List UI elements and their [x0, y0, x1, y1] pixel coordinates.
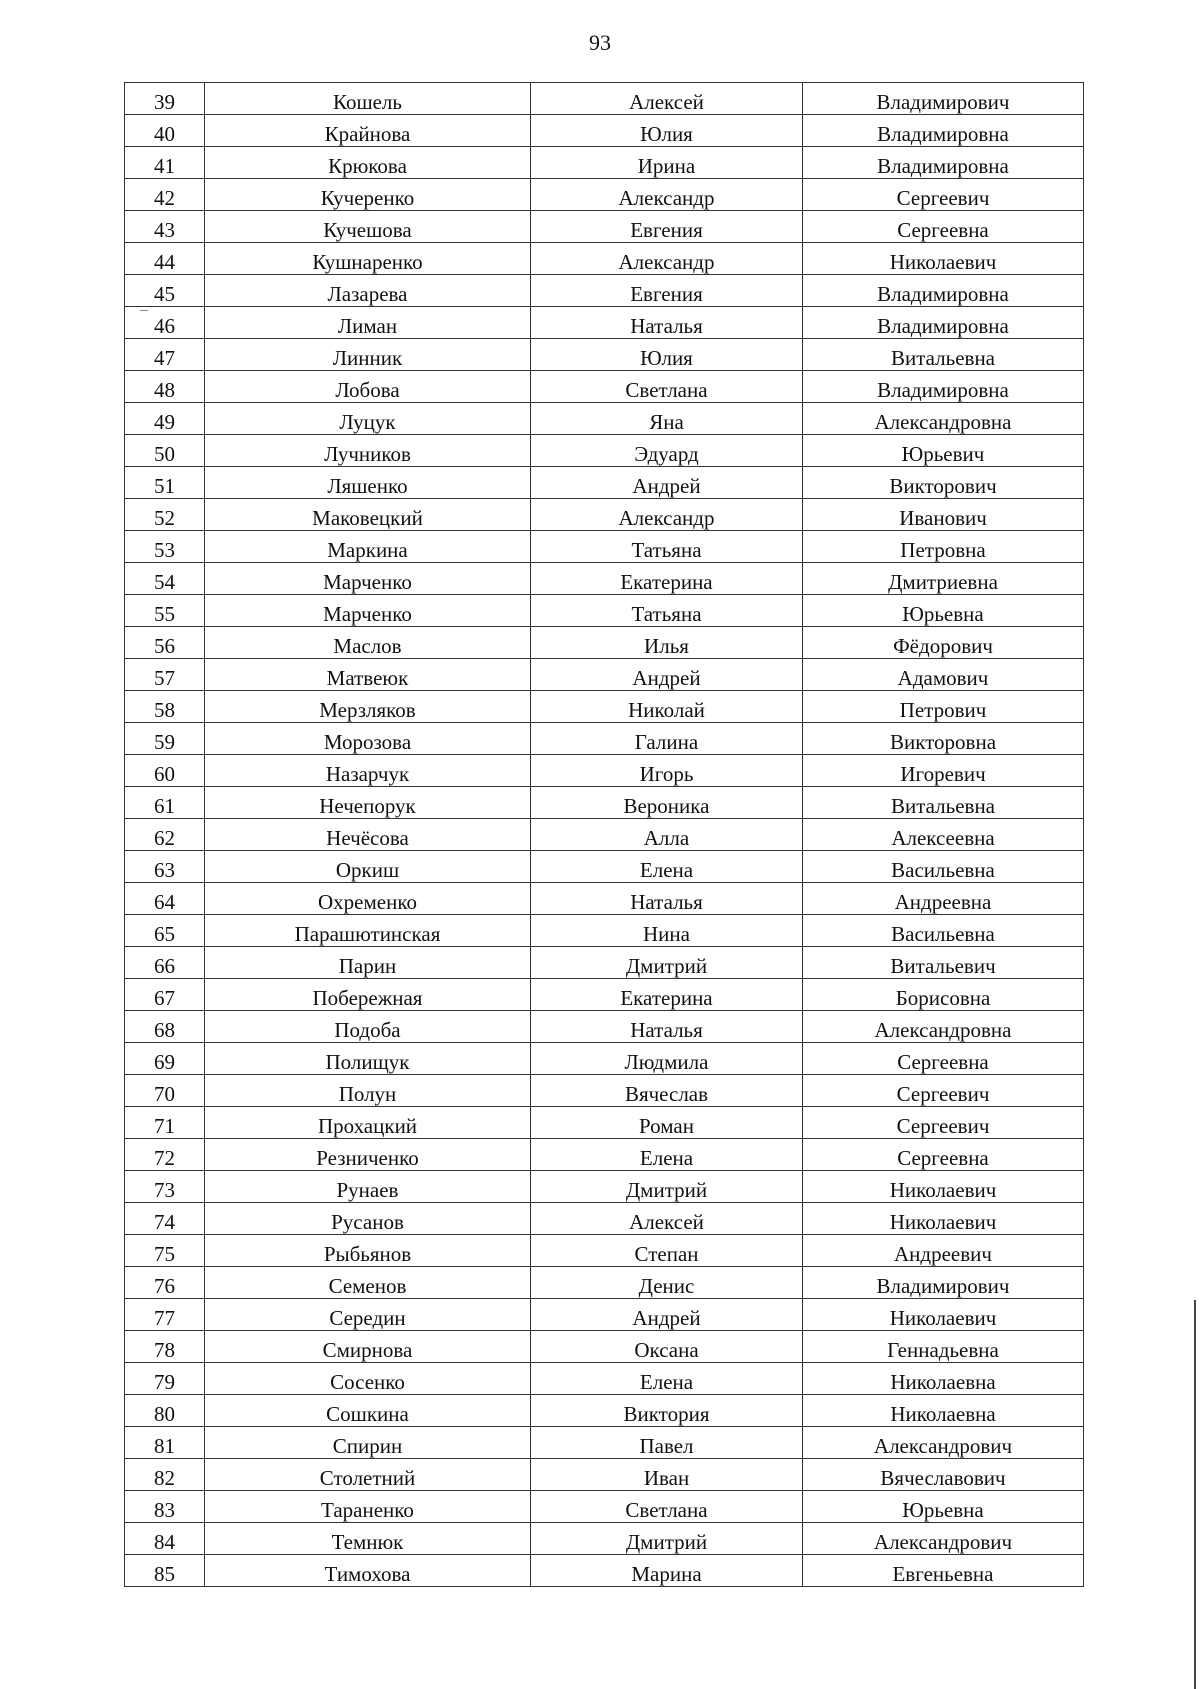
- patronymic-cell: Дмитриевна: [803, 563, 1084, 595]
- last-name-cell: Оркиш: [205, 851, 531, 883]
- table-row: [125, 883, 1084, 915]
- patronymic-cell: Николаевич: [803, 1299, 1084, 1331]
- patronymic-cell: Николаевич: [803, 243, 1084, 275]
- patronymic-cell: Вячеславович: [803, 1459, 1084, 1491]
- row-number-cell: 70: [125, 1075, 205, 1107]
- table-row: [125, 851, 1084, 883]
- row-number-cell: 63: [125, 851, 205, 883]
- table-row: [125, 1491, 1084, 1523]
- last-name-cell: Лиман: [205, 307, 531, 339]
- first-name-cell: Яна: [531, 403, 803, 435]
- table-row: [125, 1555, 1084, 1587]
- row-number-cell: 62: [125, 819, 205, 851]
- last-name-cell: Сосенко: [205, 1363, 531, 1395]
- row-number-cell: 50: [125, 435, 205, 467]
- row-number-cell: 83: [125, 1491, 205, 1523]
- patronymic-cell: Сергеевна: [803, 211, 1084, 243]
- table-row: [125, 115, 1084, 147]
- row-number-cell: 52: [125, 499, 205, 531]
- first-name-cell: Светлана: [531, 1491, 803, 1523]
- patronymic-cell: Владимировна: [803, 115, 1084, 147]
- patronymic-cell: Александровна: [803, 1011, 1084, 1043]
- table-row: [125, 1267, 1084, 1299]
- first-name-cell: Александр: [531, 499, 803, 531]
- row-number-cell: 55: [125, 595, 205, 627]
- table-row: [125, 243, 1084, 275]
- patronymic-cell: Иванович: [803, 499, 1084, 531]
- last-name-cell: Смирнова: [205, 1331, 531, 1363]
- last-name-cell: Крюкова: [205, 147, 531, 179]
- last-name-cell: Кошель: [205, 83, 531, 115]
- row-number-cell: 71: [125, 1107, 205, 1139]
- patronymic-cell: Фёдорович: [803, 627, 1084, 659]
- last-name-cell: Парашютинская: [205, 915, 531, 947]
- row-number-cell: 44: [125, 243, 205, 275]
- table-row: [125, 275, 1084, 307]
- first-name-cell: Андрей: [531, 659, 803, 691]
- patronymic-cell: Владимировна: [803, 307, 1084, 339]
- first-name-cell: Александр: [531, 179, 803, 211]
- first-name-cell: Евгения: [531, 275, 803, 307]
- last-name-cell: Назарчук: [205, 755, 531, 787]
- table-row: [125, 1363, 1084, 1395]
- roster-table: [124, 82, 1084, 1587]
- row-number-cell: 80: [125, 1395, 205, 1427]
- last-name-cell: Кушнаренко: [205, 243, 531, 275]
- first-name-cell: Елена: [531, 1139, 803, 1171]
- last-name-cell: Маковецкий: [205, 499, 531, 531]
- patronymic-cell: Васильевна: [803, 851, 1084, 883]
- table-row: [125, 403, 1084, 435]
- first-name-cell: Татьяна: [531, 595, 803, 627]
- patronymic-cell: Петровна: [803, 531, 1084, 563]
- first-name-cell: Илья: [531, 627, 803, 659]
- last-name-cell: Побережная: [205, 979, 531, 1011]
- first-name-cell: Юлия: [531, 339, 803, 371]
- last-name-cell: Крайнова: [205, 115, 531, 147]
- table-row: [125, 83, 1084, 115]
- patronymic-cell: Николаевич: [803, 1203, 1084, 1235]
- row-number-cell: 64: [125, 883, 205, 915]
- table-row: [125, 1427, 1084, 1459]
- patronymic-cell: Андреевич: [803, 1235, 1084, 1267]
- row-number-cell: 51: [125, 467, 205, 499]
- table-row: [125, 947, 1084, 979]
- last-name-cell: Лобова: [205, 371, 531, 403]
- last-name-cell: Нечепорук: [205, 787, 531, 819]
- first-name-cell: Вячеслав: [531, 1075, 803, 1107]
- page-number: 93: [589, 30, 611, 55]
- table-row: [125, 179, 1084, 211]
- patronymic-cell: Сергеевич: [803, 179, 1084, 211]
- patronymic-cell: Николаевич: [803, 1171, 1084, 1203]
- table-row: [125, 915, 1084, 947]
- first-name-cell: Людмила: [531, 1043, 803, 1075]
- first-name-cell: Андрей: [531, 467, 803, 499]
- row-number-cell: 61: [125, 787, 205, 819]
- last-name-cell: Маслов: [205, 627, 531, 659]
- first-name-cell: Иван: [531, 1459, 803, 1491]
- first-name-cell: Евгения: [531, 211, 803, 243]
- first-name-cell: Татьяна: [531, 531, 803, 563]
- table-row: [125, 787, 1084, 819]
- row-number-cell: 43: [125, 211, 205, 243]
- last-name-cell: Темнюк: [205, 1523, 531, 1555]
- row-number-cell: 48: [125, 371, 205, 403]
- row-number-cell: 66: [125, 947, 205, 979]
- patronymic-cell: Васильевна: [803, 915, 1084, 947]
- table-row: [125, 531, 1084, 563]
- patronymic-cell: Евгеньевна: [803, 1555, 1084, 1587]
- patronymic-cell: Сергеевна: [803, 1043, 1084, 1075]
- first-name-cell: Виктория: [531, 1395, 803, 1427]
- row-number-cell: 49: [125, 403, 205, 435]
- first-name-cell: Вероника: [531, 787, 803, 819]
- first-name-cell: Наталья: [531, 307, 803, 339]
- table-row: [125, 467, 1084, 499]
- patronymic-cell: Юрьевна: [803, 1491, 1084, 1523]
- last-name-cell: Рыбьянов: [205, 1235, 531, 1267]
- patronymic-cell: Николаевна: [803, 1395, 1084, 1427]
- row-number-cell: 81: [125, 1427, 205, 1459]
- table-row: [125, 819, 1084, 851]
- last-name-cell: Сошкина: [205, 1395, 531, 1427]
- row-number-cell: 65: [125, 915, 205, 947]
- row-number-cell: 47: [125, 339, 205, 371]
- patronymic-cell: Владимировна: [803, 147, 1084, 179]
- last-name-cell: Подоба: [205, 1011, 531, 1043]
- first-name-cell: Александр: [531, 243, 803, 275]
- last-name-cell: Тараненко: [205, 1491, 531, 1523]
- table-row: [125, 1075, 1084, 1107]
- first-name-cell: Эдуард: [531, 435, 803, 467]
- last-name-cell: Мерзляков: [205, 691, 531, 723]
- first-name-cell: Елена: [531, 1363, 803, 1395]
- patronymic-cell: Адамович: [803, 659, 1084, 691]
- row-number-cell: 53: [125, 531, 205, 563]
- row-number-cell: 56: [125, 627, 205, 659]
- row-number-cell: 79: [125, 1363, 205, 1395]
- first-name-cell: Оксана: [531, 1331, 803, 1363]
- patronymic-cell: Витальевна: [803, 787, 1084, 819]
- patronymic-cell: Александровна: [803, 403, 1084, 435]
- last-name-cell: Ляшенко: [205, 467, 531, 499]
- table-row: [125, 211, 1084, 243]
- first-name-cell: Игорь: [531, 755, 803, 787]
- last-name-cell: Кучешова: [205, 211, 531, 243]
- last-name-cell: Середин: [205, 1299, 531, 1331]
- last-name-cell: Морозова: [205, 723, 531, 755]
- last-name-cell: Прохацкий: [205, 1107, 531, 1139]
- first-name-cell: Дмитрий: [531, 1171, 803, 1203]
- last-name-cell: Тимохова: [205, 1555, 531, 1587]
- table-row: [125, 979, 1084, 1011]
- patronymic-cell: Александрович: [803, 1427, 1084, 1459]
- row-number-cell: 68: [125, 1011, 205, 1043]
- row-number-cell: 42: [125, 179, 205, 211]
- first-name-cell: Елена: [531, 851, 803, 883]
- table-row: [125, 1235, 1084, 1267]
- table-row: [125, 723, 1084, 755]
- last-name-cell: Марченко: [205, 595, 531, 627]
- row-number-cell: 69: [125, 1043, 205, 1075]
- last-name-cell: Лучников: [205, 435, 531, 467]
- patronymic-cell: Алексеевна: [803, 819, 1084, 851]
- patronymic-cell: Николаевна: [803, 1363, 1084, 1395]
- patronymic-cell: Юрьевич: [803, 435, 1084, 467]
- row-number-cell: 72: [125, 1139, 205, 1171]
- patronymic-cell: Викторовна: [803, 723, 1084, 755]
- patronymic-cell: Сергеевич: [803, 1075, 1084, 1107]
- row-number-cell: 39: [125, 83, 205, 115]
- patronymic-cell: Сергеевич: [803, 1107, 1084, 1139]
- first-name-cell: Юлия: [531, 115, 803, 147]
- patronymic-cell: Петрович: [803, 691, 1084, 723]
- patronymic-cell: Владимирович: [803, 83, 1084, 115]
- table-row: [125, 307, 1084, 339]
- row-number-cell: 67: [125, 979, 205, 1011]
- first-name-cell: Екатерина: [531, 979, 803, 1011]
- table-row: [125, 371, 1084, 403]
- table-row: [125, 627, 1084, 659]
- patronymic-cell: Витальевна: [803, 339, 1084, 371]
- row-number-cell: 73: [125, 1171, 205, 1203]
- last-name-cell: Спирин: [205, 1427, 531, 1459]
- first-name-cell: Екатерина: [531, 563, 803, 595]
- patronymic-cell: Игоревич: [803, 755, 1084, 787]
- last-name-cell: Охременко: [205, 883, 531, 915]
- first-name-cell: Галина: [531, 723, 803, 755]
- first-name-cell: Алла: [531, 819, 803, 851]
- row-number-cell: 46: [125, 307, 205, 339]
- last-name-cell: Рунаев: [205, 1171, 531, 1203]
- patronymic-cell: Викторович: [803, 467, 1084, 499]
- last-name-cell: Кучеренко: [205, 179, 531, 211]
- table-row: [125, 1395, 1084, 1427]
- last-name-cell: Парин: [205, 947, 531, 979]
- patronymic-cell: Андреевна: [803, 883, 1084, 915]
- first-name-cell: Степан: [531, 1235, 803, 1267]
- first-name-cell: Дмитрий: [531, 947, 803, 979]
- last-name-cell: Линник: [205, 339, 531, 371]
- row-number-cell: 77: [125, 1299, 205, 1331]
- last-name-cell: Нечёсова: [205, 819, 531, 851]
- row-number-cell: 41: [125, 147, 205, 179]
- scan-edge-line: [1194, 1300, 1196, 1689]
- first-name-cell: Андрей: [531, 1299, 803, 1331]
- last-name-cell: Маркина: [205, 531, 531, 563]
- table-row: [125, 1139, 1084, 1171]
- table-row: [125, 339, 1084, 371]
- row-number-cell: 78: [125, 1331, 205, 1363]
- first-name-cell: Алексей: [531, 83, 803, 115]
- table-row: [125, 1171, 1084, 1203]
- last-name-cell: Марченко: [205, 563, 531, 595]
- patronymic-cell: Юрьевна: [803, 595, 1084, 627]
- last-name-cell: Резниченко: [205, 1139, 531, 1171]
- patronymic-cell: Сергеевна: [803, 1139, 1084, 1171]
- first-name-cell: Ирина: [531, 147, 803, 179]
- first-name-cell: Павел: [531, 1427, 803, 1459]
- row-number-cell: 75: [125, 1235, 205, 1267]
- table-row: [125, 595, 1084, 627]
- row-number-cell: 60: [125, 755, 205, 787]
- last-name-cell: Русанов: [205, 1203, 531, 1235]
- table-row: [125, 1459, 1084, 1491]
- last-name-cell: Полищук: [205, 1043, 531, 1075]
- first-name-cell: Роман: [531, 1107, 803, 1139]
- last-name-cell: Матвеюк: [205, 659, 531, 691]
- first-name-cell: Наталья: [531, 1011, 803, 1043]
- patronymic-cell: Геннадьевна: [803, 1331, 1084, 1363]
- patronymic-cell: Витальевич: [803, 947, 1084, 979]
- table-row: [125, 435, 1084, 467]
- row-number-cell: 85: [125, 1555, 205, 1587]
- patronymic-cell: Владимировна: [803, 275, 1084, 307]
- table-row: [125, 563, 1084, 595]
- table-row: [125, 1523, 1084, 1555]
- roster-table-body: [125, 83, 1084, 1587]
- table-row: [125, 691, 1084, 723]
- table-row: [125, 1331, 1084, 1363]
- first-name-cell: Марина: [531, 1555, 803, 1587]
- last-name-cell: Семенов: [205, 1267, 531, 1299]
- first-name-cell: Дмитрий: [531, 1523, 803, 1555]
- row-number-cell: 40: [125, 115, 205, 147]
- first-name-cell: Николай: [531, 691, 803, 723]
- row-number-cell: 76: [125, 1267, 205, 1299]
- row-number-cell: 45: [125, 275, 205, 307]
- first-name-cell: Наталья: [531, 883, 803, 915]
- row-number-cell: 74: [125, 1203, 205, 1235]
- patronymic-cell: Владимирович: [803, 1267, 1084, 1299]
- last-name-cell: Лазарева: [205, 275, 531, 307]
- last-name-cell: Луцук: [205, 403, 531, 435]
- first-name-cell: Нина: [531, 915, 803, 947]
- last-name-cell: Полун: [205, 1075, 531, 1107]
- table-row: [125, 499, 1084, 531]
- table-row: [125, 147, 1084, 179]
- table-row: [125, 1107, 1084, 1139]
- first-name-cell: Светлана: [531, 371, 803, 403]
- row-number-cell: 59: [125, 723, 205, 755]
- table-row: [125, 755, 1084, 787]
- first-name-cell: Денис: [531, 1267, 803, 1299]
- patronymic-cell: Владимировна: [803, 371, 1084, 403]
- table-row: [125, 1011, 1084, 1043]
- patronymic-cell: Борисовна: [803, 979, 1084, 1011]
- table-row: [125, 1043, 1084, 1075]
- last-name-cell: Столетний: [205, 1459, 531, 1491]
- patronymic-cell: Александрович: [803, 1523, 1084, 1555]
- row-number-cell: 58: [125, 691, 205, 723]
- row-number-cell: 84: [125, 1523, 205, 1555]
- row-number-cell: 57: [125, 659, 205, 691]
- row-number-cell: 82: [125, 1459, 205, 1491]
- table-row: [125, 1299, 1084, 1331]
- row-number-cell: 54: [125, 563, 205, 595]
- table-row: [125, 1203, 1084, 1235]
- first-name-cell: Алексей: [531, 1203, 803, 1235]
- table-row: [125, 659, 1084, 691]
- scan-edge-tick: [140, 310, 148, 311]
